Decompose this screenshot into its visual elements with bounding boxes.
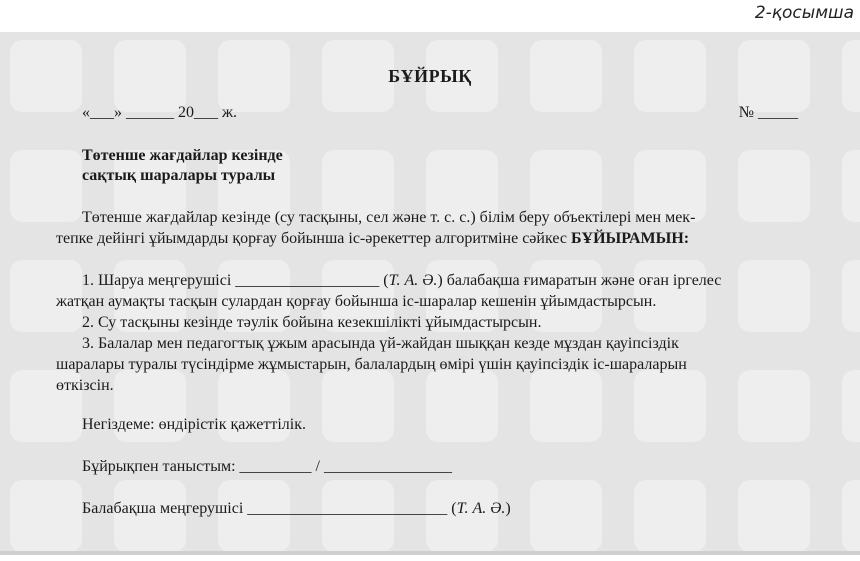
- intro-line: Төтенше жағдайлар кезінде (су тасқыны, сел және т. с. с.) білім беру объектілері мен мек-: [82, 209, 696, 226]
- basis-line: Негіздеме: өндірістік қажеттілік.: [82, 416, 306, 433]
- initials-placeholder: Т. А. Ә.: [456, 500, 506, 517]
- order-title: БҰЙРЫҚ: [388, 66, 472, 86]
- document-content: [0, 32, 860, 551]
- initials-placeholder: Т. А. Ә.: [388, 272, 438, 289]
- order-items: [56, 270, 804, 396]
- item-1-continued: жатқан аумақты тасқын сулардан қорғау бойынша іс-шаралар кешенін ұйымдастырсын.: [56, 293, 657, 310]
- intro-line: [56, 228, 804, 249]
- subject-line: Төтенше жағдайлар кезінде: [82, 147, 283, 164]
- item-1-text: 1. Шаруа меңгерушісі __________________ (: [82, 272, 389, 289]
- document-sheet: [0, 32, 860, 555]
- item-3-continued: шаралары туралы түсіндірме жұмыстарын, балалардың өмірі үшін қауіпсіздік іс-шараларын: [56, 356, 687, 373]
- item-1: [82, 270, 804, 291]
- order-keyword: БҰЙЫРАМЫН:: [570, 230, 690, 247]
- date-line: «___» ______ 20___ ж.: [82, 104, 238, 121]
- head-signature-text: Балабақша меңгерушісі _________________________ (: [82, 500, 457, 517]
- head-signature-close: ): [505, 500, 511, 517]
- item-2: 2. Су тасқыны кезінде тәулік бойына кезекшілікті ұйымдастырсын.: [82, 314, 542, 331]
- item-3-continued: өткізсін.: [56, 377, 114, 394]
- item-3: 3. Балалар мен педагогтық ұжым арасында үй-жайдан шыққан кезде мұздан қауіпсіздік: [82, 335, 679, 352]
- order-subject: [82, 146, 283, 186]
- order-number: № _____: [738, 104, 798, 121]
- item-1-text: ) балабақша ғимаратын және оған іргелес: [437, 272, 722, 289]
- appendix-label: 2-қосымша: [754, 3, 854, 23]
- head-signature-line: [82, 498, 804, 519]
- acknowledgement-line: Бұйрықпен таныстым: _________ / ________________: [82, 458, 452, 475]
- subject-line: сақтық шаралары туралы: [82, 167, 276, 184]
- intro-paragraph: [56, 207, 804, 249]
- intro-text: тепке дейінгі ұйымдарды қорғау бойынша іс-әрекеттер алгоритміне сәйкес: [56, 230, 571, 247]
